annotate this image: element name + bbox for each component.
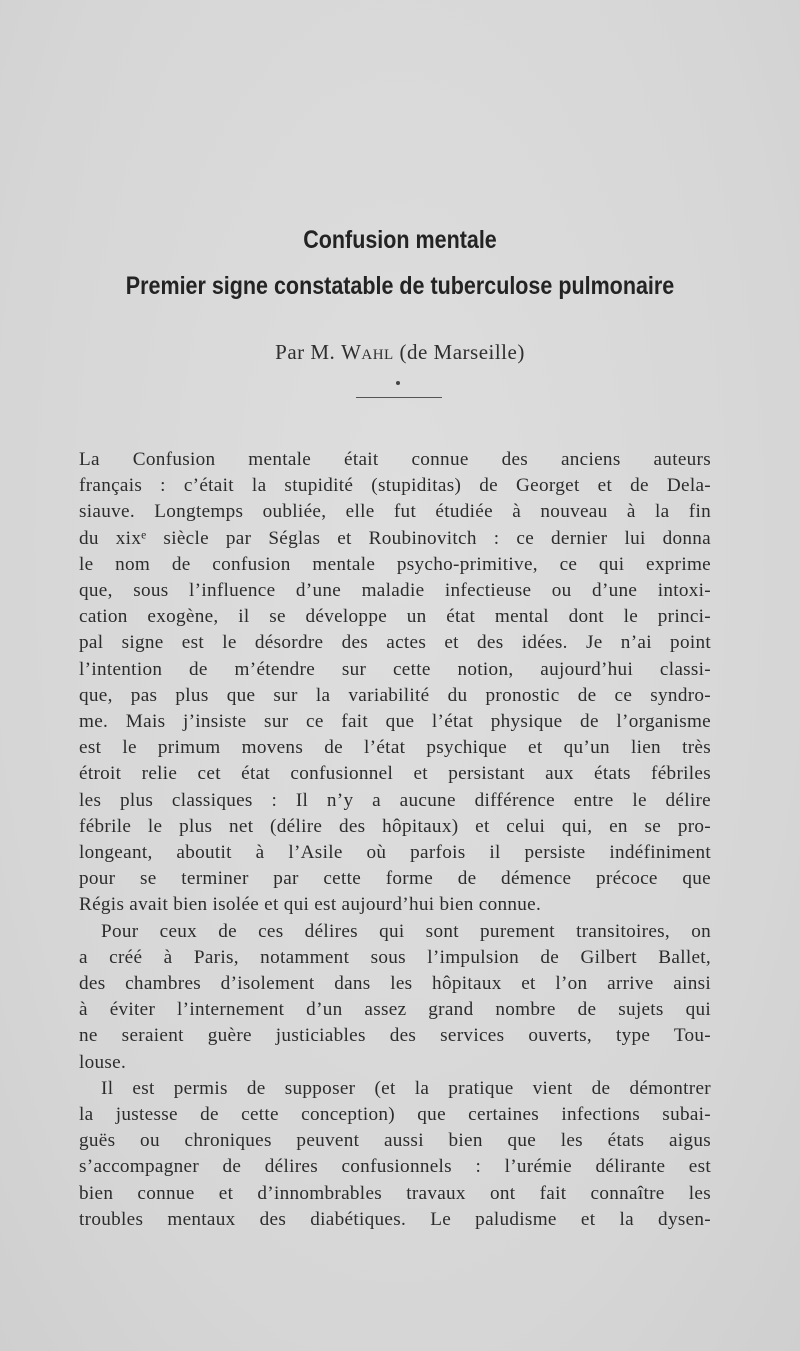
text-line: pal signe est le désordre des actes et des idées. Je n’ai point bbox=[79, 632, 711, 654]
text-line: siauve. Longtemps oubliée, elle fut étudiée à nouveau à la fin bbox=[79, 501, 711, 523]
text-line: louse. bbox=[79, 1051, 127, 1073]
author-name: Wahl bbox=[341, 340, 394, 364]
byline-suffix: (de Marseille) bbox=[393, 340, 525, 364]
text-line: Pour ceux de ces délires qui sont purement transitoires, on bbox=[101, 920, 711, 942]
text-line: est le primum movens de l’état psychique et qu’un lien très bbox=[79, 737, 711, 759]
text-line: à éviter l’internement d’un assez grand nombre de sujets qui bbox=[79, 999, 711, 1021]
text-line: s’accompagner de délires confusionnels : l’urémie délirante est bbox=[79, 1156, 711, 1178]
text-line: Il est permis de supposer (et la pratique vient de démontrer bbox=[101, 1077, 711, 1099]
text-line: ne seraient guère justiciables des services ouverts, type Tou- bbox=[79, 1025, 711, 1047]
ornament-dot bbox=[396, 381, 400, 385]
text-line: que, pas plus que sur la variabilité du pronostic de ce syndro- bbox=[79, 684, 711, 706]
text-line: La Confusion mentale était connue des anciens auteurs bbox=[79, 449, 711, 470]
text-line: a créé à Paris, notamment sous l’impulsion de Gilbert Ballet, bbox=[79, 946, 711, 968]
text-line: me. Mais j’insiste sur ce fait que l’état physique de l’organisme bbox=[79, 711, 711, 733]
text-line: Régis avait bien isolée et qui est aujourd’hui bien connue. bbox=[79, 894, 542, 916]
text-line: longeant, aboutit à l’Asile où parfois il persiste indéfiniment bbox=[79, 842, 711, 864]
text-line: du xixᵉ siècle par Séglas et Roubinovitch : ce dernier lui donna bbox=[79, 527, 711, 549]
text-line: des chambres d’isolement dans les hôpitaux et l’on arrive ainsi bbox=[79, 973, 711, 995]
text-line: guës ou chroniques peuvent aussi bien que les états aigus bbox=[79, 1130, 711, 1152]
text-line: pour se terminer par cette forme de démence précoce que bbox=[79, 868, 711, 890]
text-line: les plus classiques : Il n’y a aucune différence entre le délire bbox=[79, 789, 711, 811]
byline-prefix: Par M. bbox=[275, 340, 342, 364]
document-subtitle: Premier signe constatable de tuberculose pulmonaire bbox=[125, 272, 675, 300]
ornament-divider bbox=[356, 377, 442, 403]
body-text bbox=[79, 447, 711, 1233]
text-line: étroit relie cet état confusionnel et persistant aux états fébriles bbox=[79, 763, 711, 785]
author-byline bbox=[0, 340, 800, 365]
text-line: troubles mentaux des diabétiques. Le paludisme et la dysen- bbox=[79, 1208, 711, 1230]
text-line: l’intention de m’étendre sur cette notion, aujourd’hui classi- bbox=[79, 658, 711, 680]
text-line: la justesse de cette conception) que certaines infections subai- bbox=[79, 1104, 711, 1126]
text-line: cation exogène, il se développe un état mental dont le princi- bbox=[79, 606, 711, 628]
text-line: que, sous l’influence d’une maladie infectieuse ou d’une intoxi- bbox=[79, 580, 711, 602]
document-title: Confusion mentale bbox=[303, 226, 497, 254]
text-line: français : c’était la stupidité (stupiditas) de Georget et de Dela- bbox=[79, 475, 711, 497]
text-line: le nom de confusion mentale psycho-primitive, ce qui exprime bbox=[79, 553, 711, 575]
ornament-rule bbox=[356, 397, 442, 398]
text-line: fébrile le plus net (délire des hôpitaux) et celui qui, en se pro- bbox=[79, 815, 711, 837]
text-line: bien connue et d’innombrables travaux ont fait connaître les bbox=[79, 1182, 711, 1204]
